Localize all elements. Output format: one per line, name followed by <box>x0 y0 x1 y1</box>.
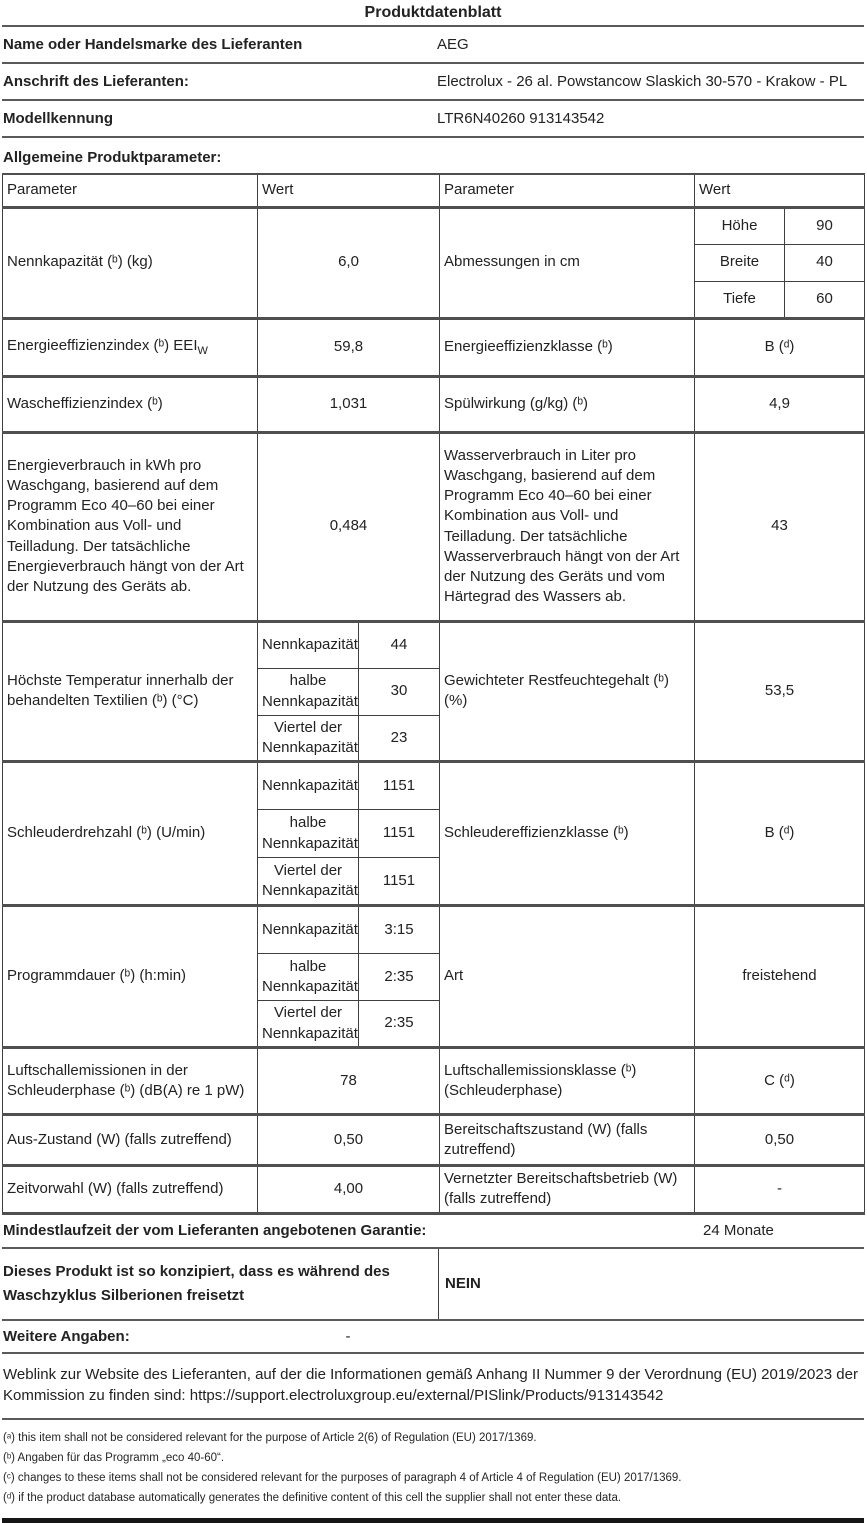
bottom-rule <box>2 1518 864 1523</box>
standby-param-cell: Bereitschaftszustand (W) (falls zutreffend) <box>440 1115 695 1166</box>
duration-half-label: halbe Nennkapazität <box>258 954 359 1001</box>
energy-class-param-cell: Energieeffizienzklasse (ᵇ) <box>440 318 695 376</box>
spin-speed-param-cell: Schleuderdrehzahl (ᵇ) (U/min) <box>3 762 258 906</box>
moisture-value-cell: 53,5 <box>695 621 865 762</box>
eei-label: Energieeffizienzindex (ᵇ) EEI <box>7 336 198 354</box>
header-wert-right: Wert <box>695 174 865 207</box>
duration-quarter-label: Viertel der Nennkapazität <box>258 1001 359 1048</box>
eei-subscript: W <box>197 344 208 357</box>
water-consumption-value-cell: 43 <box>695 432 865 621</box>
spin-quarter-value: 1151 <box>359 858 440 906</box>
row-consumption <box>3 432 865 621</box>
page-title: Produktdatenblatt <box>2 2 864 27</box>
noise-class-param-cell: Luftschallemissionsklasse (ᵇ) (Schleuderphase) <box>440 1048 695 1115</box>
energy-class-value-cell: B (ᵈ) <box>695 318 865 376</box>
spin-rated-value: 1151 <box>359 762 440 810</box>
delay-start-value-cell: 4,00 <box>258 1166 440 1214</box>
energy-consumption-value-cell: 0,484 <box>258 432 440 621</box>
footnote-a: (ᵃ) this item shall not be considered relevant for the purpose of Article 2(6) of Regulation (EU) 2017/1369. <box>3 1432 537 1444</box>
row-temperature <box>3 621 865 668</box>
header-parameter-left: Parameter <box>3 174 258 207</box>
noise-class-value-cell: C (ᵈ) <box>695 1048 865 1115</box>
spin-rated-label: Nennkapazität <box>258 762 359 810</box>
row-noise <box>3 1048 865 1115</box>
row-duration <box>3 906 865 954</box>
temperature-param-cell: Höchste Temperatur innerhalb der behandelten Textilien (ᵇ) (°C) <box>3 621 258 762</box>
duration-rated-label: Nennkapazität <box>258 906 359 954</box>
footnotes-section <box>2 1420 864 1511</box>
spin-half-label: halbe Nennkapazität <box>258 810 359 858</box>
supplier-name-row <box>2 27 864 64</box>
type-param-cell: Art <box>440 906 695 1048</box>
warranty-label: Mindestlaufzeit der vom Lieferanten angebotenen Garantie: <box>3 1222 427 1239</box>
eei-value-cell: 59,8 <box>258 318 440 376</box>
supplier-weblink-text: Weblink zur Website des Lieferanten, auf der die Informationen gemäß Anhang II Nummer 9 der Verordnung (EU) 2019/2023 der Kommission zu finden sind: https://support.electroluxgroup.eu/external/PISlink/Products/913143542 <box>2 1354 864 1421</box>
model-identifier-label: Modellkennung <box>3 110 113 127</box>
spin-quarter-label: Viertel der Nennkapazität <box>258 858 359 906</box>
header-parameter-right: Parameter <box>440 174 695 207</box>
off-mode-value-cell: 0,50 <box>258 1115 440 1166</box>
delay-start-param-cell: Zeitvorwahl (W) (falls zutreffend) <box>3 1166 258 1214</box>
wash-index-param-cell: Wascheffizienzindex (ᵇ) <box>3 376 258 432</box>
wash-index-value-cell: 1,031 <box>258 376 440 432</box>
capacity-value-cell: 6,0 <box>258 207 440 318</box>
energy-consumption-param-cell: Energieverbrauch in kWh pro Waschgang, basierend auf dem Programm Eco 40–60 bei einer Kombination aus Voll- und Teilladung. Der tatsächliche Energieverbrauch hängt von der Art der Nutzung des Geräts ab. <box>3 432 258 621</box>
eei-param-cell <box>3 318 258 376</box>
noise-param-cell: Luftschallemissionen in der Schleuderphase (ᵇ) (dB(A) re 1 pW) <box>3 1048 258 1115</box>
supplier-name-label: Name oder Handelsmarke des Lieferanten <box>3 36 303 53</box>
dimension-height-label: Höhe <box>695 207 785 244</box>
temperature-rated-value: 44 <box>359 621 440 668</box>
additional-info-value: - <box>345 1327 351 1345</box>
temperature-quarter-value: 23 <box>359 715 440 762</box>
noise-value-cell: 78 <box>258 1048 440 1115</box>
dimension-height-value: 90 <box>785 207 865 244</box>
warranty-row <box>2 1215 864 1249</box>
supplier-address-row <box>2 64 864 101</box>
rinse-param-cell: Spülwirkung (g/kg) (ᵇ) <box>440 376 695 432</box>
silver-ions-value: NEIN <box>445 1275 481 1292</box>
duration-half-value: 2:35 <box>359 954 440 1001</box>
silver-ions-label: Dieses Produkt ist so konzipiert, dass es während des Waschzyklus Silberionen freisetzt <box>2 1249 439 1319</box>
networked-standby-value-cell: - <box>695 1166 865 1214</box>
duration-param-cell: Programmdauer (ᵇ) (h:min) <box>3 906 258 1048</box>
model-identifier-value: LTR6N40260 913143542 <box>437 110 605 127</box>
dimension-depth-label: Tiefe <box>695 281 785 318</box>
silver-ions-row <box>2 1249 864 1321</box>
footnote-d: (ᵈ) if the product database automatically generates the definitive content of this cell the supplier shall not enter these data. <box>3 1492 622 1505</box>
row-spin-speed <box>3 762 865 810</box>
standby-value-cell: 0,50 <box>695 1115 865 1166</box>
parameters-table <box>2 173 865 1215</box>
footnote-c: (ᶜ) changes to these items shall not be considered relevant for the purposes of paragraph 4 of Article 4 of Regulation (EU) 2017/1369. <box>3 1472 682 1485</box>
row-delay-start <box>3 1166 865 1214</box>
temperature-half-label: halbe Nennkapazität <box>258 668 359 715</box>
networked-standby-param-cell: Vernetzter Bereitschaftsbetrieb (W) (falls zutreffend) <box>440 1166 695 1214</box>
dimensions-param-cell: Abmessungen in cm <box>440 207 695 318</box>
additional-info-row <box>2 1321 864 1354</box>
capacity-param-cell: Nennkapazität (ᵇ) (kg) <box>3 207 258 318</box>
water-consumption-param-cell: Wasserverbrauch in Liter pro Waschgang, basierend auf dem Programm Eco 40–60 bei einer Kombination aus Voll- und Teilladung. Der tatsächliche Wasserverbrauch hängt von der Art der Nutzung des Geräts und vom Härtegrad des Wassers ab. <box>440 432 695 621</box>
row-eei <box>3 318 865 376</box>
row-off-mode <box>3 1115 865 1166</box>
temperature-rated-label: Nennkapazität <box>258 621 359 668</box>
spin-class-param-cell: Schleudereffizienzklasse (ᵇ) <box>440 762 695 906</box>
row-capacity <box>3 207 865 244</box>
row-wash-index <box>3 376 865 432</box>
type-value-cell: freistehend <box>695 906 865 1048</box>
supplier-address-value: Electrolux - 26 al. Powstancow Slaskich 30-570 - Krakow - PL <box>437 73 848 90</box>
supplier-address-label: Anschrift des Lieferanten: <box>3 73 189 90</box>
spin-class-value-cell: B (ᵈ) <box>695 762 865 906</box>
section-heading: Allgemeine Produktparameter: <box>3 149 222 166</box>
temperature-quarter-label: Viertel der Nennkapazität <box>258 715 359 762</box>
temperature-half-value: 30 <box>359 668 440 715</box>
additional-info-label: Weitere Angaben: <box>3 1327 130 1345</box>
dimension-width-value: 40 <box>785 244 865 281</box>
rinse-value-cell: 4,9 <box>695 376 865 432</box>
dimension-depth-value: 60 <box>785 281 865 318</box>
duration-rated-value: 3:15 <box>359 906 440 954</box>
dimension-width-label: Breite <box>695 244 785 281</box>
header-wert-left: Wert <box>258 174 440 207</box>
off-mode-param-cell: Aus-Zustand (W) (falls zutreffend) <box>3 1115 258 1166</box>
model-identifier-row <box>2 101 864 138</box>
spin-half-value: 1151 <box>359 810 440 858</box>
supplier-name-value: AEG <box>437 36 469 53</box>
warranty-value: 24 Monate <box>703 1222 774 1239</box>
moisture-param-cell: Gewichteter Restfeuchtegehalt (ᵇ) (%) <box>440 621 695 762</box>
footnote-b: (ᵇ) Angaben für das Programm „eco 40-60“. <box>3 1452 225 1465</box>
duration-quarter-value: 2:35 <box>359 1001 440 1048</box>
table-header-row <box>3 174 865 207</box>
